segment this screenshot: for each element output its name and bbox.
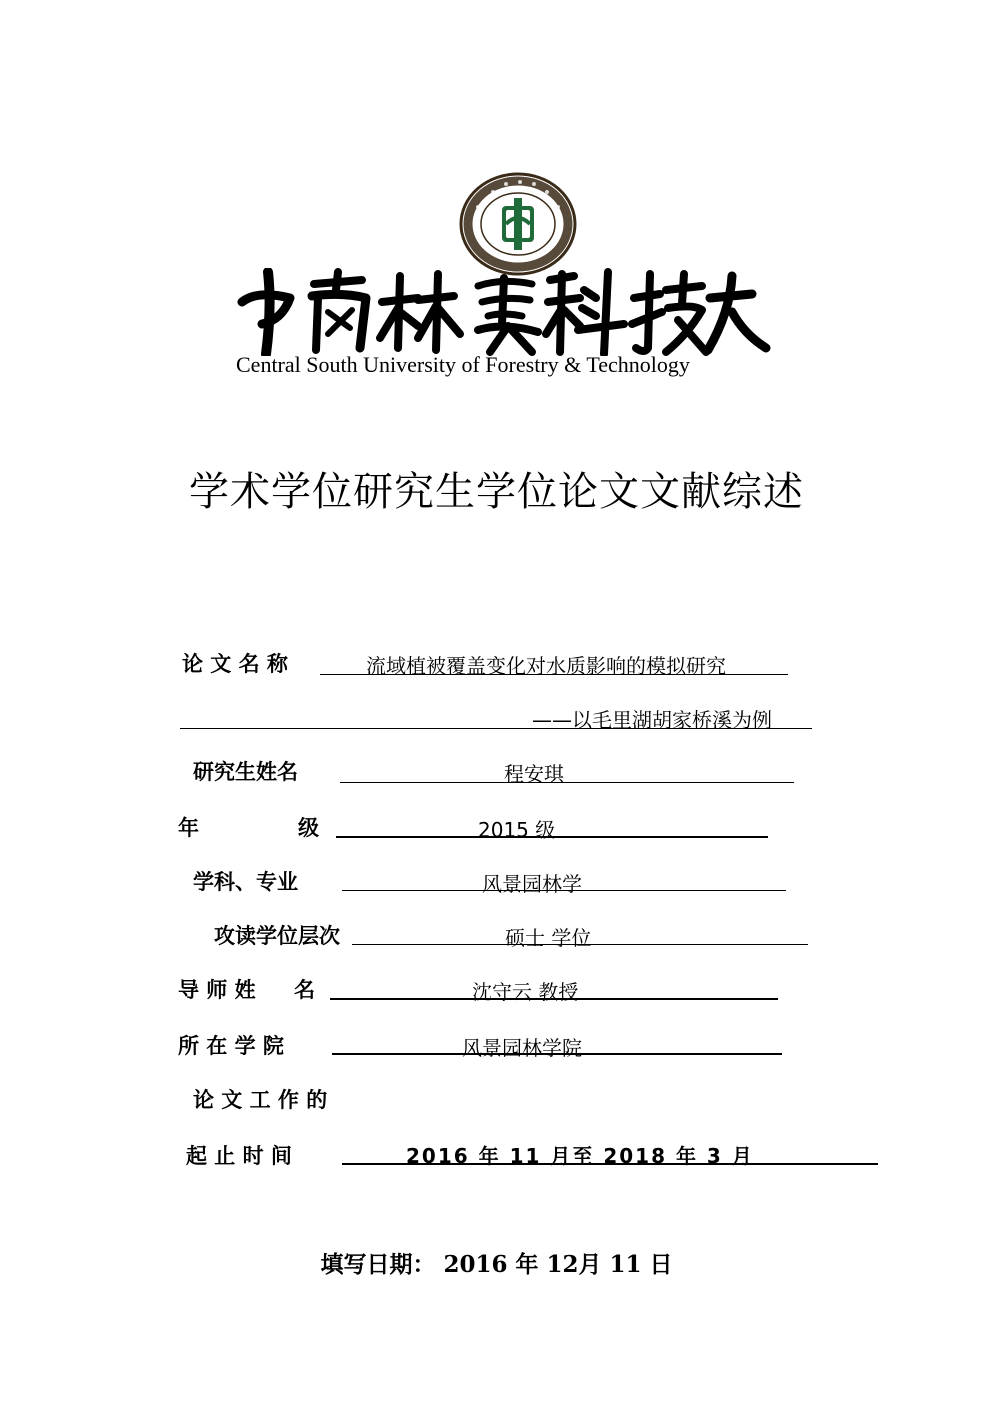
thesis-title-underline-1	[320, 674, 788, 675]
university-english-name: Central South University of Forestry & Technology	[236, 352, 690, 377]
degree-level-value: 硕士 学位	[505, 926, 592, 950]
student-name-label: 研究生姓名	[193, 760, 298, 784]
supervisor-label-right: 名	[294, 978, 315, 1002]
college-value: 风景园林学院	[462, 1036, 582, 1060]
major-value: 风景园林学	[482, 872, 582, 896]
work-period-label-line2: 起 止 时 间	[186, 1144, 292, 1168]
major-label: 学科、专业	[193, 870, 298, 894]
university-calligraphy-logo	[232, 268, 772, 356]
degree-level-underline	[352, 944, 808, 945]
fill-date: 填写日期： 2016 年 12月 11 日	[320, 1251, 673, 1278]
student-name-value: 程安琪	[504, 762, 564, 786]
student-name-underline	[340, 782, 794, 783]
thesis-title-label: 论 文 名 称	[182, 652, 288, 676]
thesis-title-line1: 流域植被覆盖变化对水质影响的模拟研究	[366, 654, 726, 678]
supervisor-underline	[330, 998, 778, 1000]
grade-underline	[336, 836, 768, 838]
degree-level-label: 攻读学位层次	[214, 924, 340, 948]
supervisor-label-left: 导 师 姓	[178, 978, 256, 1002]
grade-value: 2015 级	[478, 818, 556, 842]
work-period-label-line1: 论 文 工 作 的	[193, 1088, 328, 1112]
major-underline	[342, 890, 786, 891]
university-seal-logo	[458, 172, 578, 276]
thesis-title-line2: ——以毛里湖胡家桥溪为例	[532, 708, 772, 732]
supervisor-value: 沈守云 教授	[472, 980, 579, 1004]
grade-label-left: 年	[178, 816, 199, 840]
work-period-underline	[342, 1163, 878, 1165]
document-title: 学术学位研究生学位论文文献综述	[189, 469, 804, 515]
grade-label-right: 级	[298, 816, 319, 840]
work-period-value: 2016 年 11 月至 2018 年 3 月	[406, 1144, 754, 1168]
thesis-title-underline-2	[180, 728, 812, 729]
college-underline	[332, 1053, 782, 1055]
college-label: 所 在 学 院	[178, 1034, 284, 1058]
